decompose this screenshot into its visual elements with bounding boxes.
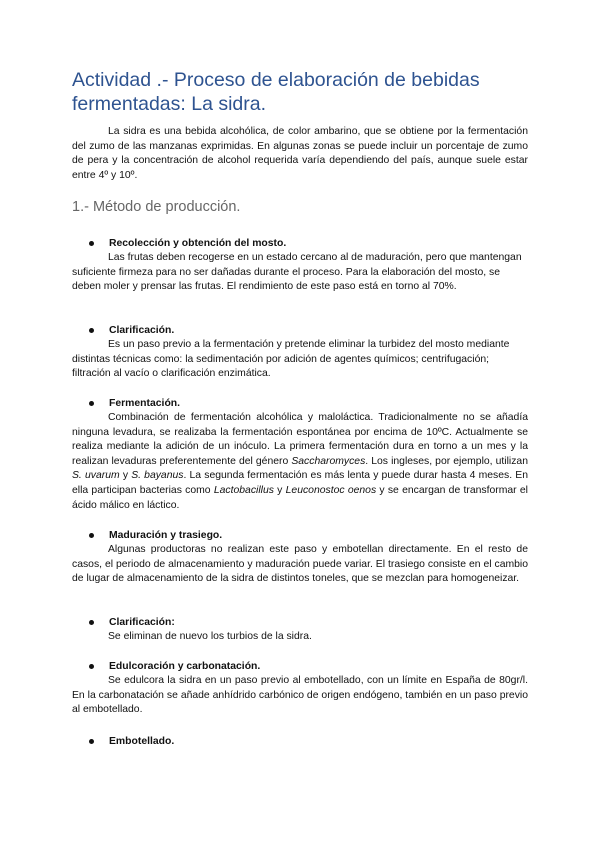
section-embotellado <box>72 734 528 749</box>
italic-term: Leuconostoc oenos <box>285 484 377 496</box>
italic-term: S. uvarum <box>72 470 120 482</box>
section-clarificacion <box>72 323 528 382</box>
italic-term: S. bayanus <box>131 470 184 482</box>
section-text: Se eliminan de nuevo los turbios de la sidra. <box>108 631 312 642</box>
section-title: Fermentación. <box>109 398 181 409</box>
section-title: Clarificación: <box>109 617 175 628</box>
section-recoleccion <box>72 236 528 295</box>
section-title: Edulcoración y carbonatación. <box>109 661 261 672</box>
italic-term: Saccharomyces <box>291 455 366 467</box>
bullet-icon <box>89 664 94 669</box>
section-heading: 1.- Método de producción. <box>72 199 241 215</box>
bullet-icon <box>89 533 94 538</box>
section-text: Algunas productoras no realizan este paso y embotellan directamente. En el resto de casos, el periodo de almacenamiento y maduración puede variar. El trasiego consiste en el cambio de lugar de almacenamiento de la sidra de distintos toneles, que se mezclan para homogeneizar. <box>72 544 528 585</box>
bullet-icon <box>89 401 94 406</box>
section-title: Clarificación. <box>109 325 175 336</box>
section-edulcoracion <box>72 659 528 718</box>
intro-paragraph: La sidra es una bebida alcohólica, de color ambarino, que se obtiene por la fermentación del zumo de las manzanas exprimidas. En algunas zonas se puede incluir un porcentaje de zumo de pera y la concentración de alcohol requerida varía dependiendo del país, aunque suele estar entre 4º y 10º. <box>72 126 528 181</box>
section-clarificacion-2 <box>72 615 528 645</box>
section-title: Maduración y trasiego. <box>109 530 223 541</box>
italic-term: Lactobacillus <box>213 484 274 496</box>
section-text: Las frutas deben recogerse en un estado cercano al de maduración, pero que mantengan suficiente firmeza para no ser dañadas durante el proceso. Para la elaboración del mosto, se deben moler y prensar las frutas. El rendimiento de este paso está en torno al 70%. <box>72 252 522 293</box>
section-maduracion <box>72 528 528 587</box>
section-title: Recolección y obtención del mosto. <box>109 238 287 249</box>
page-title: Actividad .- Proceso de elaboración de bebidas fermentadas: La sidra. <box>72 69 480 115</box>
bullet-icon <box>89 241 94 246</box>
bullet-icon <box>89 739 94 744</box>
section-text: Es un paso previo a la fermentación y pretende eliminar la turbidez del mosto mediante distintas técnicas como: la sedimentación por adición de agentes químicos; centrifugación; filtración al vacío o clarificación enzimática. <box>72 339 510 380</box>
section-text: Combinación de fermentación alcohólica y maloláctica. Tradicionalmente no se añadía ninguna levadura, se realizaba la fermentación espontánea por encima de 10ºC. Actualmente se realiza mediante la adición de un inóculo. La primera fermentación dura en torno a un mes y la realizan levaduras preferentemente del género Saccharomyces. Los ingleses, por ejemplo, utilizan S. uvarum y S. bayanus. La segunda fermentación es más lenta y puede durar hasta 4 meses. En ella participan bacterias como Lactobacillus y Leuconostoc oenos y se encargan de transformar el ácido málico en láctico. <box>72 412 528 511</box>
bullet-icon <box>89 328 94 333</box>
section-text: Se edulcora la sidra en un paso previo al embotellado, con un límite en España de 80gr/l. En la carbonatación se añade anhídrido carbónico de origen endógeno, también en un paso previo al embotellado. <box>72 675 528 716</box>
section-title: Embotellado. <box>109 736 175 747</box>
section-fermentacion <box>72 396 528 513</box>
bullet-icon <box>89 620 94 625</box>
